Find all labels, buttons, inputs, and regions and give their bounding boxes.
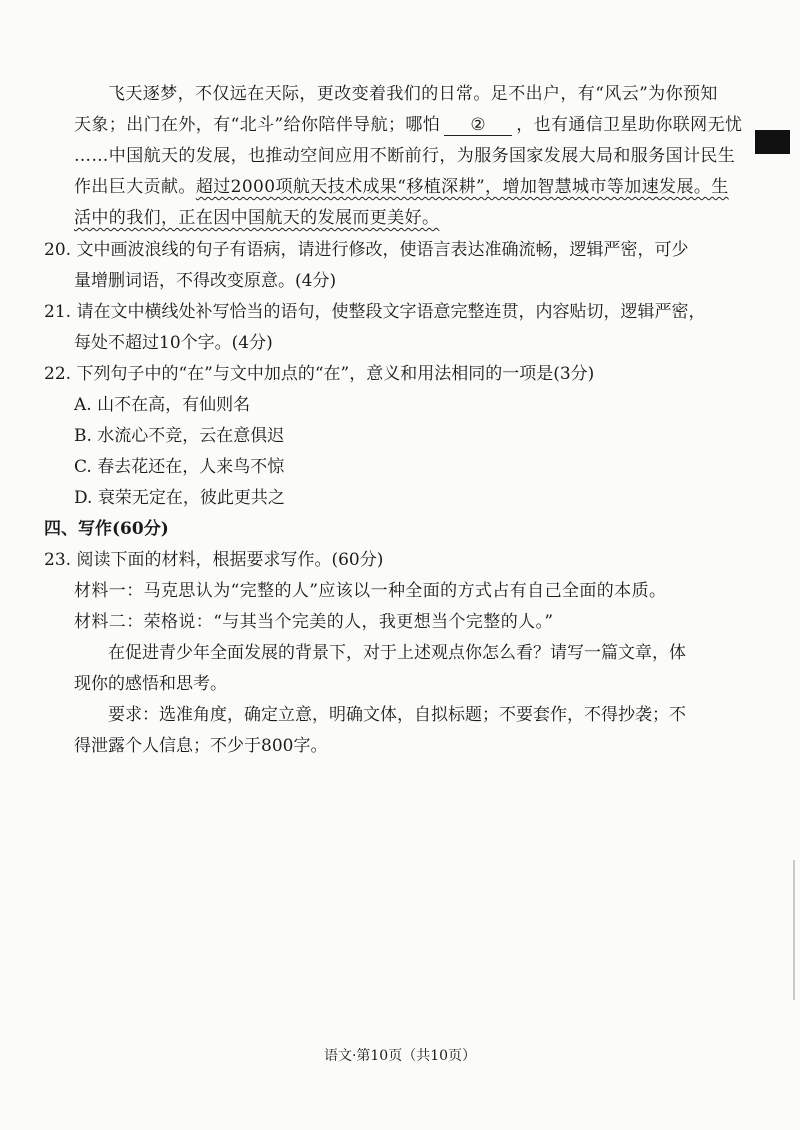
q23-material-2: 材料二：荣格说：“与其当个完美的人，我更想当个完整的人。” bbox=[74, 612, 554, 632]
passage-line-5 bbox=[74, 206, 439, 230]
passage-line-2b: ，也有通信卫星助你联网无忧 bbox=[516, 115, 743, 135]
q22-option-d: D. 衰荣无定在，彼此更共之 bbox=[74, 488, 285, 508]
q23-prompt-line-1: 在促进青少年全面发展的背景下，对于上述观点你怎么看？请写一篇文章，体 bbox=[108, 643, 686, 663]
q21-line-2: 每处不超过10个字。(4分) bbox=[74, 333, 273, 353]
passage-line-1: 飞天逐梦，不仅远在天际，更改变着我们的日常。足不出户，有“风云”为你预知 bbox=[108, 84, 718, 104]
q20-line-1: 20. 文中画波浪线的句子有语病，请进行修改，使语言表达准确流畅，逻辑严密，可少 bbox=[44, 240, 689, 260]
page-edge-tab bbox=[755, 130, 790, 154]
q22-option-a: A. 山不在高，有仙则名 bbox=[74, 395, 251, 415]
q22-option-c: C. 春去花还在，人来鸟不惊 bbox=[74, 457, 285, 477]
q20-line-2: 量增删词语，不得改变原意。(4分) bbox=[74, 271, 337, 291]
passage-line-4a: 作出巨大贡献。 bbox=[74, 177, 196, 197]
section-heading-writing: 四、写作(60分) bbox=[44, 519, 169, 539]
q22-stem: 22. 下列句子中的“在”与文中加点的“在”，意义和用法相同的一项是(3分) bbox=[44, 364, 595, 384]
wavy-underlined-sentence: 超过2000项航天技术成果“移植深耕”，增加智慧城市等加速发展。生 bbox=[195, 177, 729, 197]
fill-blank-2: ② bbox=[444, 115, 512, 136]
wavy-underlined-sentence-end: 活中的我们，正在因中国航天的发展而更美好。 bbox=[74, 208, 440, 228]
passage-line-4 bbox=[74, 175, 729, 199]
page-edge-shadow bbox=[793, 860, 795, 1000]
page-footer: 语文·第10页（共10页） bbox=[323, 1048, 477, 1064]
q23-requirements-line-1: 要求：选准角度，确定立意，明确文体，自拟标题；不要套作，不得抄袭；不 bbox=[108, 705, 686, 725]
q23-material-1: 材料一：马克思认为“完整的人”应该以一种全面的方式占有自己全面的本质。 bbox=[74, 581, 667, 601]
passage-line-2a: 天象；出门在外，有“北斗”给你陪伴导航；哪怕 bbox=[74, 115, 441, 135]
passage-line-3: ……中国航天的发展，也推动空间应用不断前行，为服务国家发展大局和服务国计民生 bbox=[74, 146, 736, 166]
q23-requirements-line-2: 得泄露个人信息；不少于800字。 bbox=[74, 736, 328, 756]
passage-line-2 bbox=[74, 113, 742, 137]
q23-stem: 23. 阅读下面的材料，根据要求写作。(60分) bbox=[44, 550, 384, 570]
q22-option-b: B. 水流心不竞，云在意俱迟 bbox=[74, 426, 285, 446]
q23-prompt-line-2: 现你的感悟和思考。 bbox=[74, 674, 227, 694]
q21-line-1: 21. 请在文中横线处补写恰当的语句，使整段文字语意完整连贯，内容贴切，逻辑严密， bbox=[44, 302, 706, 322]
